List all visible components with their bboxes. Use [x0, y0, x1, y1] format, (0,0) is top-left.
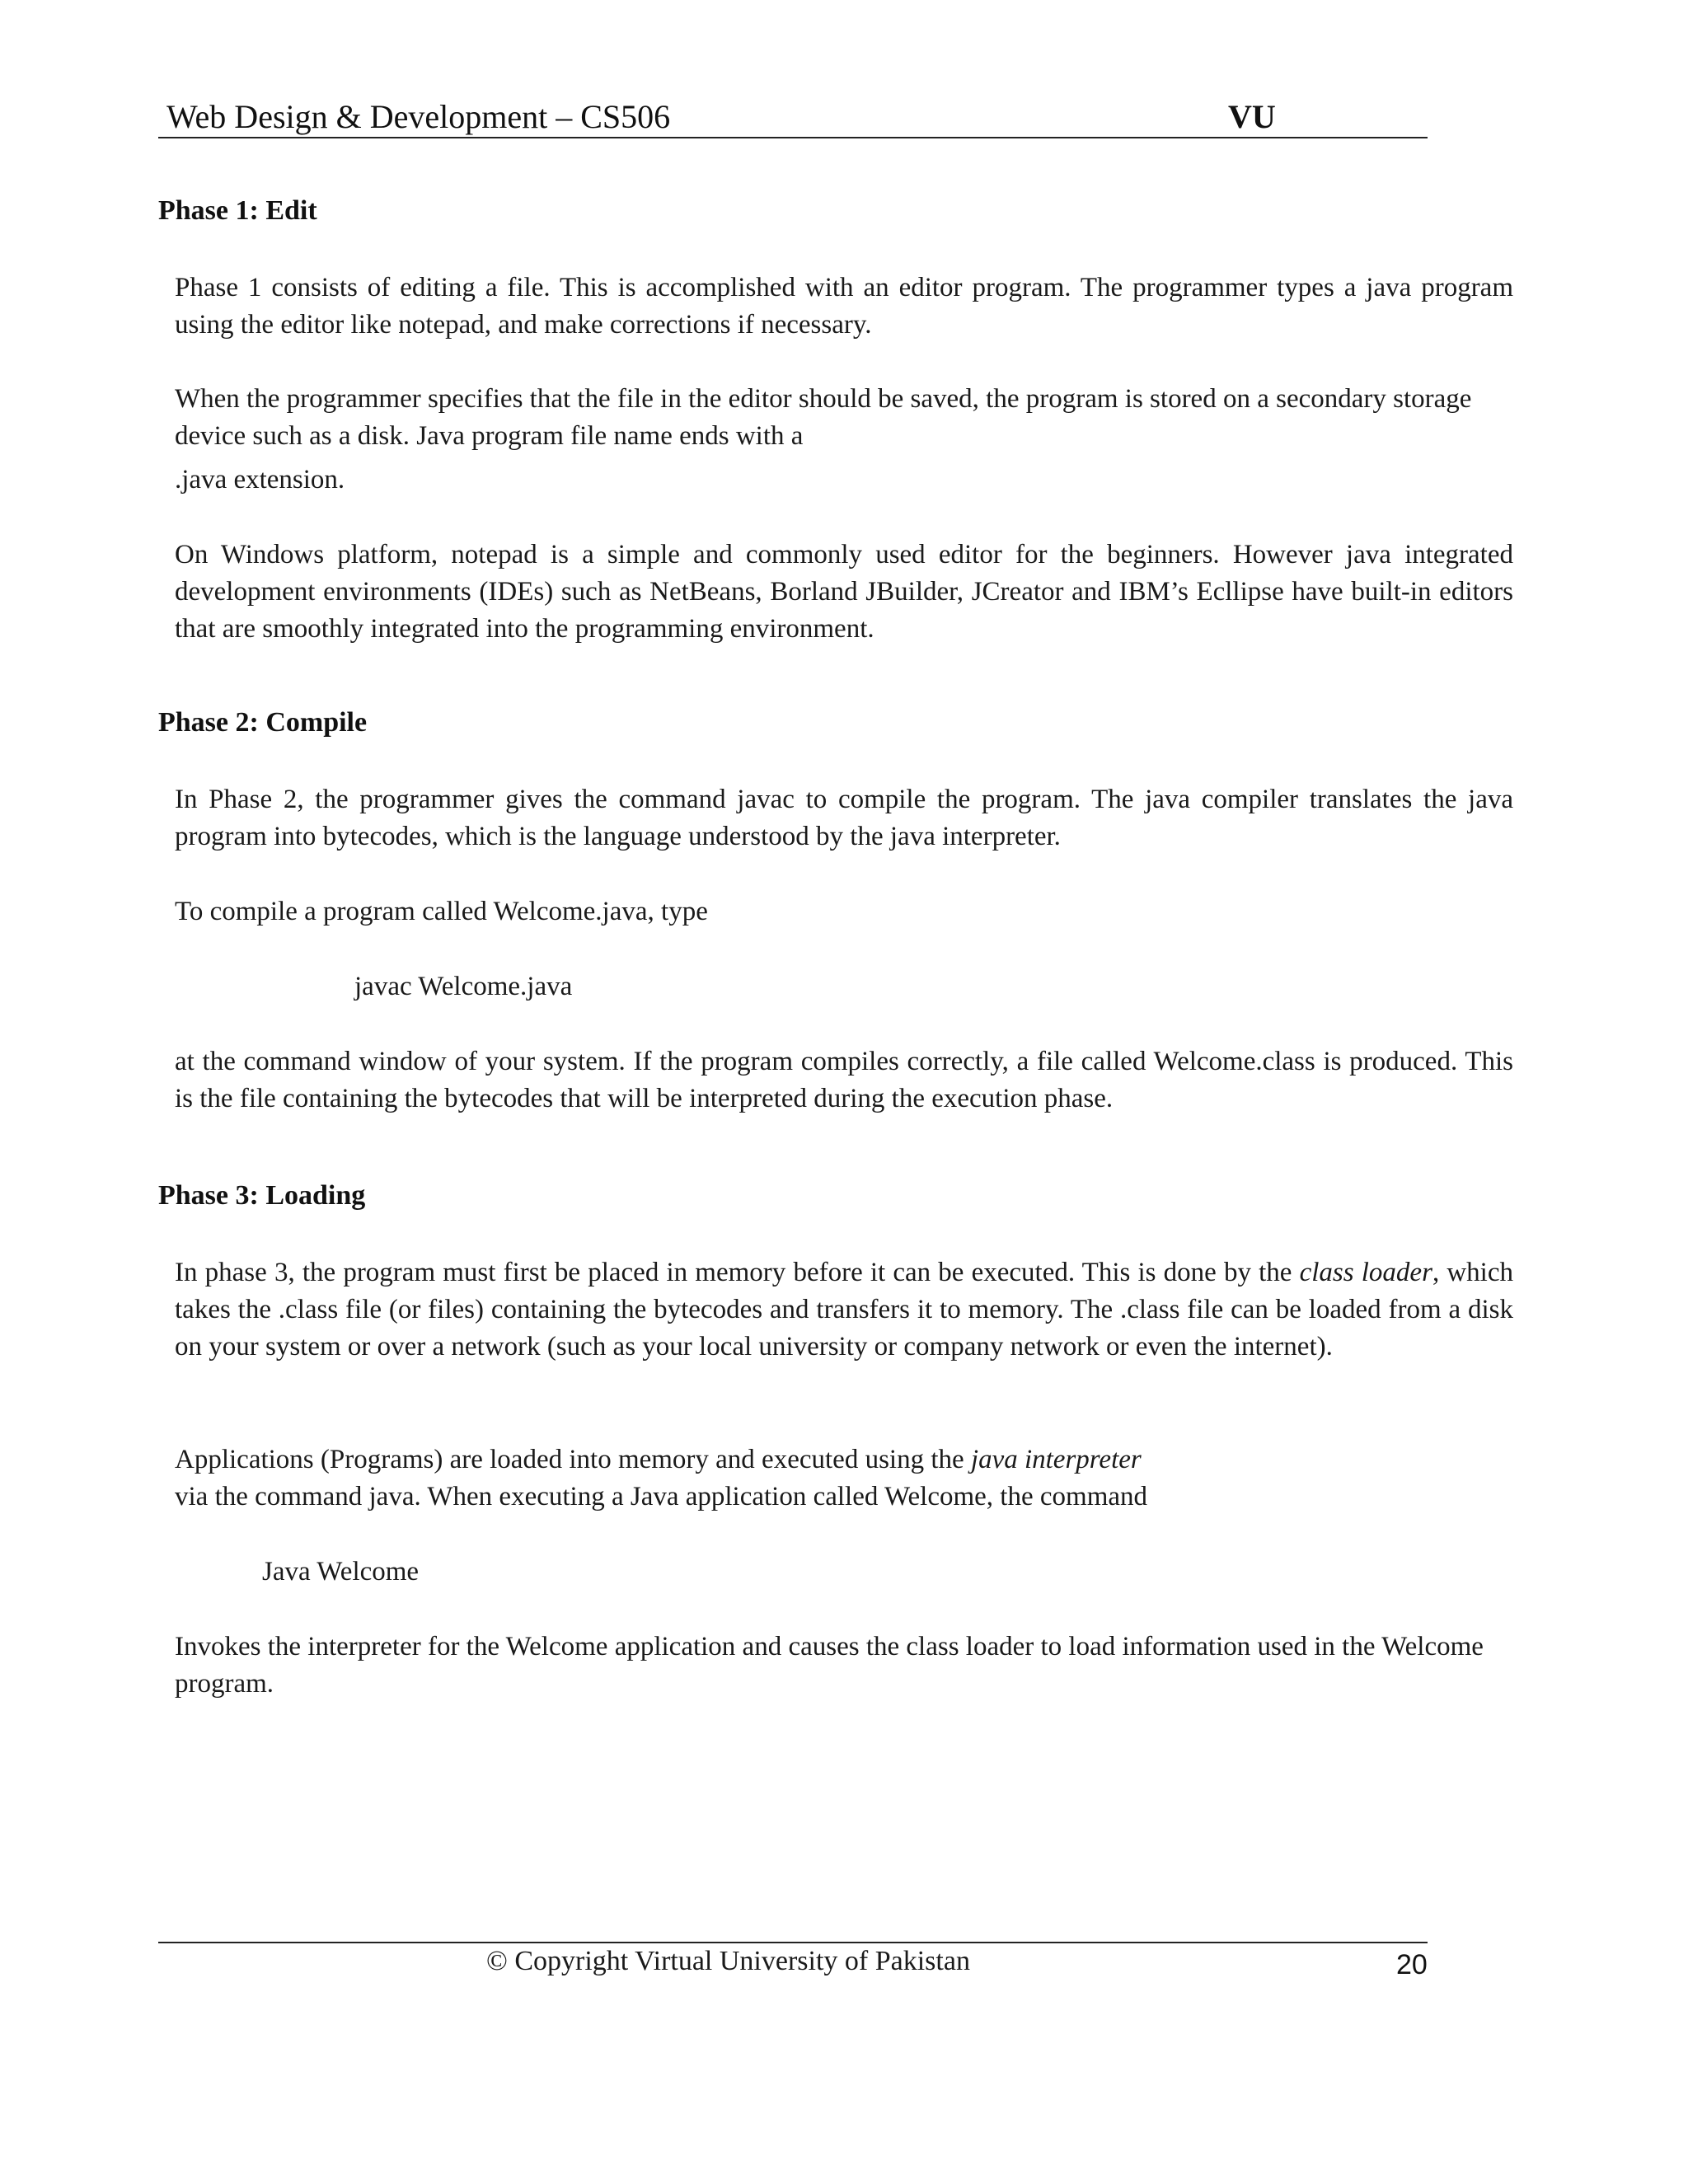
phase3-p2-line2: via the command java. When executing a Java application called Welcome, the command	[175, 1482, 1148, 1511]
copyright-notice: © Copyright Virtual University of Pakistan	[486, 1946, 970, 1976]
javac-command: javac Welcome.java	[354, 972, 573, 1001]
phase2-paragraph-3	[175, 1043, 1513, 1118]
phase1-p2b-text: .java extension.	[175, 465, 345, 494]
phase2-p1-text: In Phase 2, the programmer gives the command javac to compile the program. The java compiler translates the java program into bytecodes, which is the language understood by the java interpreter.	[175, 785, 1513, 851]
phase2-p3-text: at the command window of your system. If the program compiles correctly, a file called Welcome.class is produced. This is the file containing the bytecodes that will be interpreted during the execution phase.	[175, 1047, 1513, 1113]
page-number: 20	[1396, 1949, 1428, 1980]
java-interpreter-term: java interpreter	[970, 1445, 1142, 1474]
java-command: Java Welcome	[262, 1557, 420, 1586]
phase3-heading: Phase 3: Loading	[158, 1180, 366, 1211]
phase1-paragraph-2	[175, 381, 1510, 455]
phase1-p2-text: When the programmer specifies that the file in the editor should be saved, the program is stored on a secondary storage device such as a disk. Java program file name ends with a	[175, 384, 1472, 451]
phase3-p1-end: , which takes the .class file (or files) containing the bytecodes and transfers it to memory. The .class file can be loaded from a disk on your system or over a network (such as your local university or company network or even the internet).	[175, 1258, 1513, 1361]
phase2-heading: Phase 2: Compile	[158, 707, 368, 738]
university-abbrev: VU	[1228, 98, 1276, 135]
phase3-p2-start: Applications (Programs) are loaded into memory and executed using the	[175, 1445, 971, 1474]
phase2-p2-text: To compile a program called Welcome.java, type	[175, 897, 708, 926]
phase1-paragraph-3	[175, 537, 1513, 648]
phase3-paragraph-3	[175, 1629, 1493, 1703]
page-header	[158, 97, 1428, 138]
phase3-p1-text	[175, 1254, 1513, 1366]
phase3-paragraph-1	[175, 1254, 1513, 1366]
phase3-p1-start: In phase 3, the program must first be placed in memory before it can be executed. This is done by the	[175, 1258, 1300, 1287]
phase1-paragraph-1	[175, 269, 1513, 344]
phase3-p3-text: Invokes the interpreter for the Welcome application and causes the class loader to load information used in the Welcome program.	[175, 1632, 1484, 1699]
phase2-paragraph-1	[175, 781, 1513, 855]
phase1-paragraph-2b	[175, 462, 1513, 499]
class-loader-term: class loader	[1299, 1258, 1432, 1287]
phase3-paragraph-2	[175, 1441, 1513, 1516]
phase3-p2-line1	[175, 1441, 1513, 1479]
phase1-heading: Phase 1: Edit	[158, 195, 317, 226]
phase1-p1-text: Phase 1 consists of editing a file. This is accomplished with an editor program. The programmer types a java program using the editor like notepad, and make corrections if necessary.	[175, 273, 1513, 340]
phase2-paragraph-2	[175, 893, 1513, 930]
course-title: Web Design & Development – CS506	[166, 98, 671, 135]
phase1-p3-text: On Windows platform, notepad is a simple and commonly used editor for the beginners. However java integrated development environments (IDEs) such as NetBeans, Borland JBuilder, JCreator and IBM’s Ecllipse have built-in editors that are smoothly integrated into the programming environment.	[175, 540, 1513, 644]
